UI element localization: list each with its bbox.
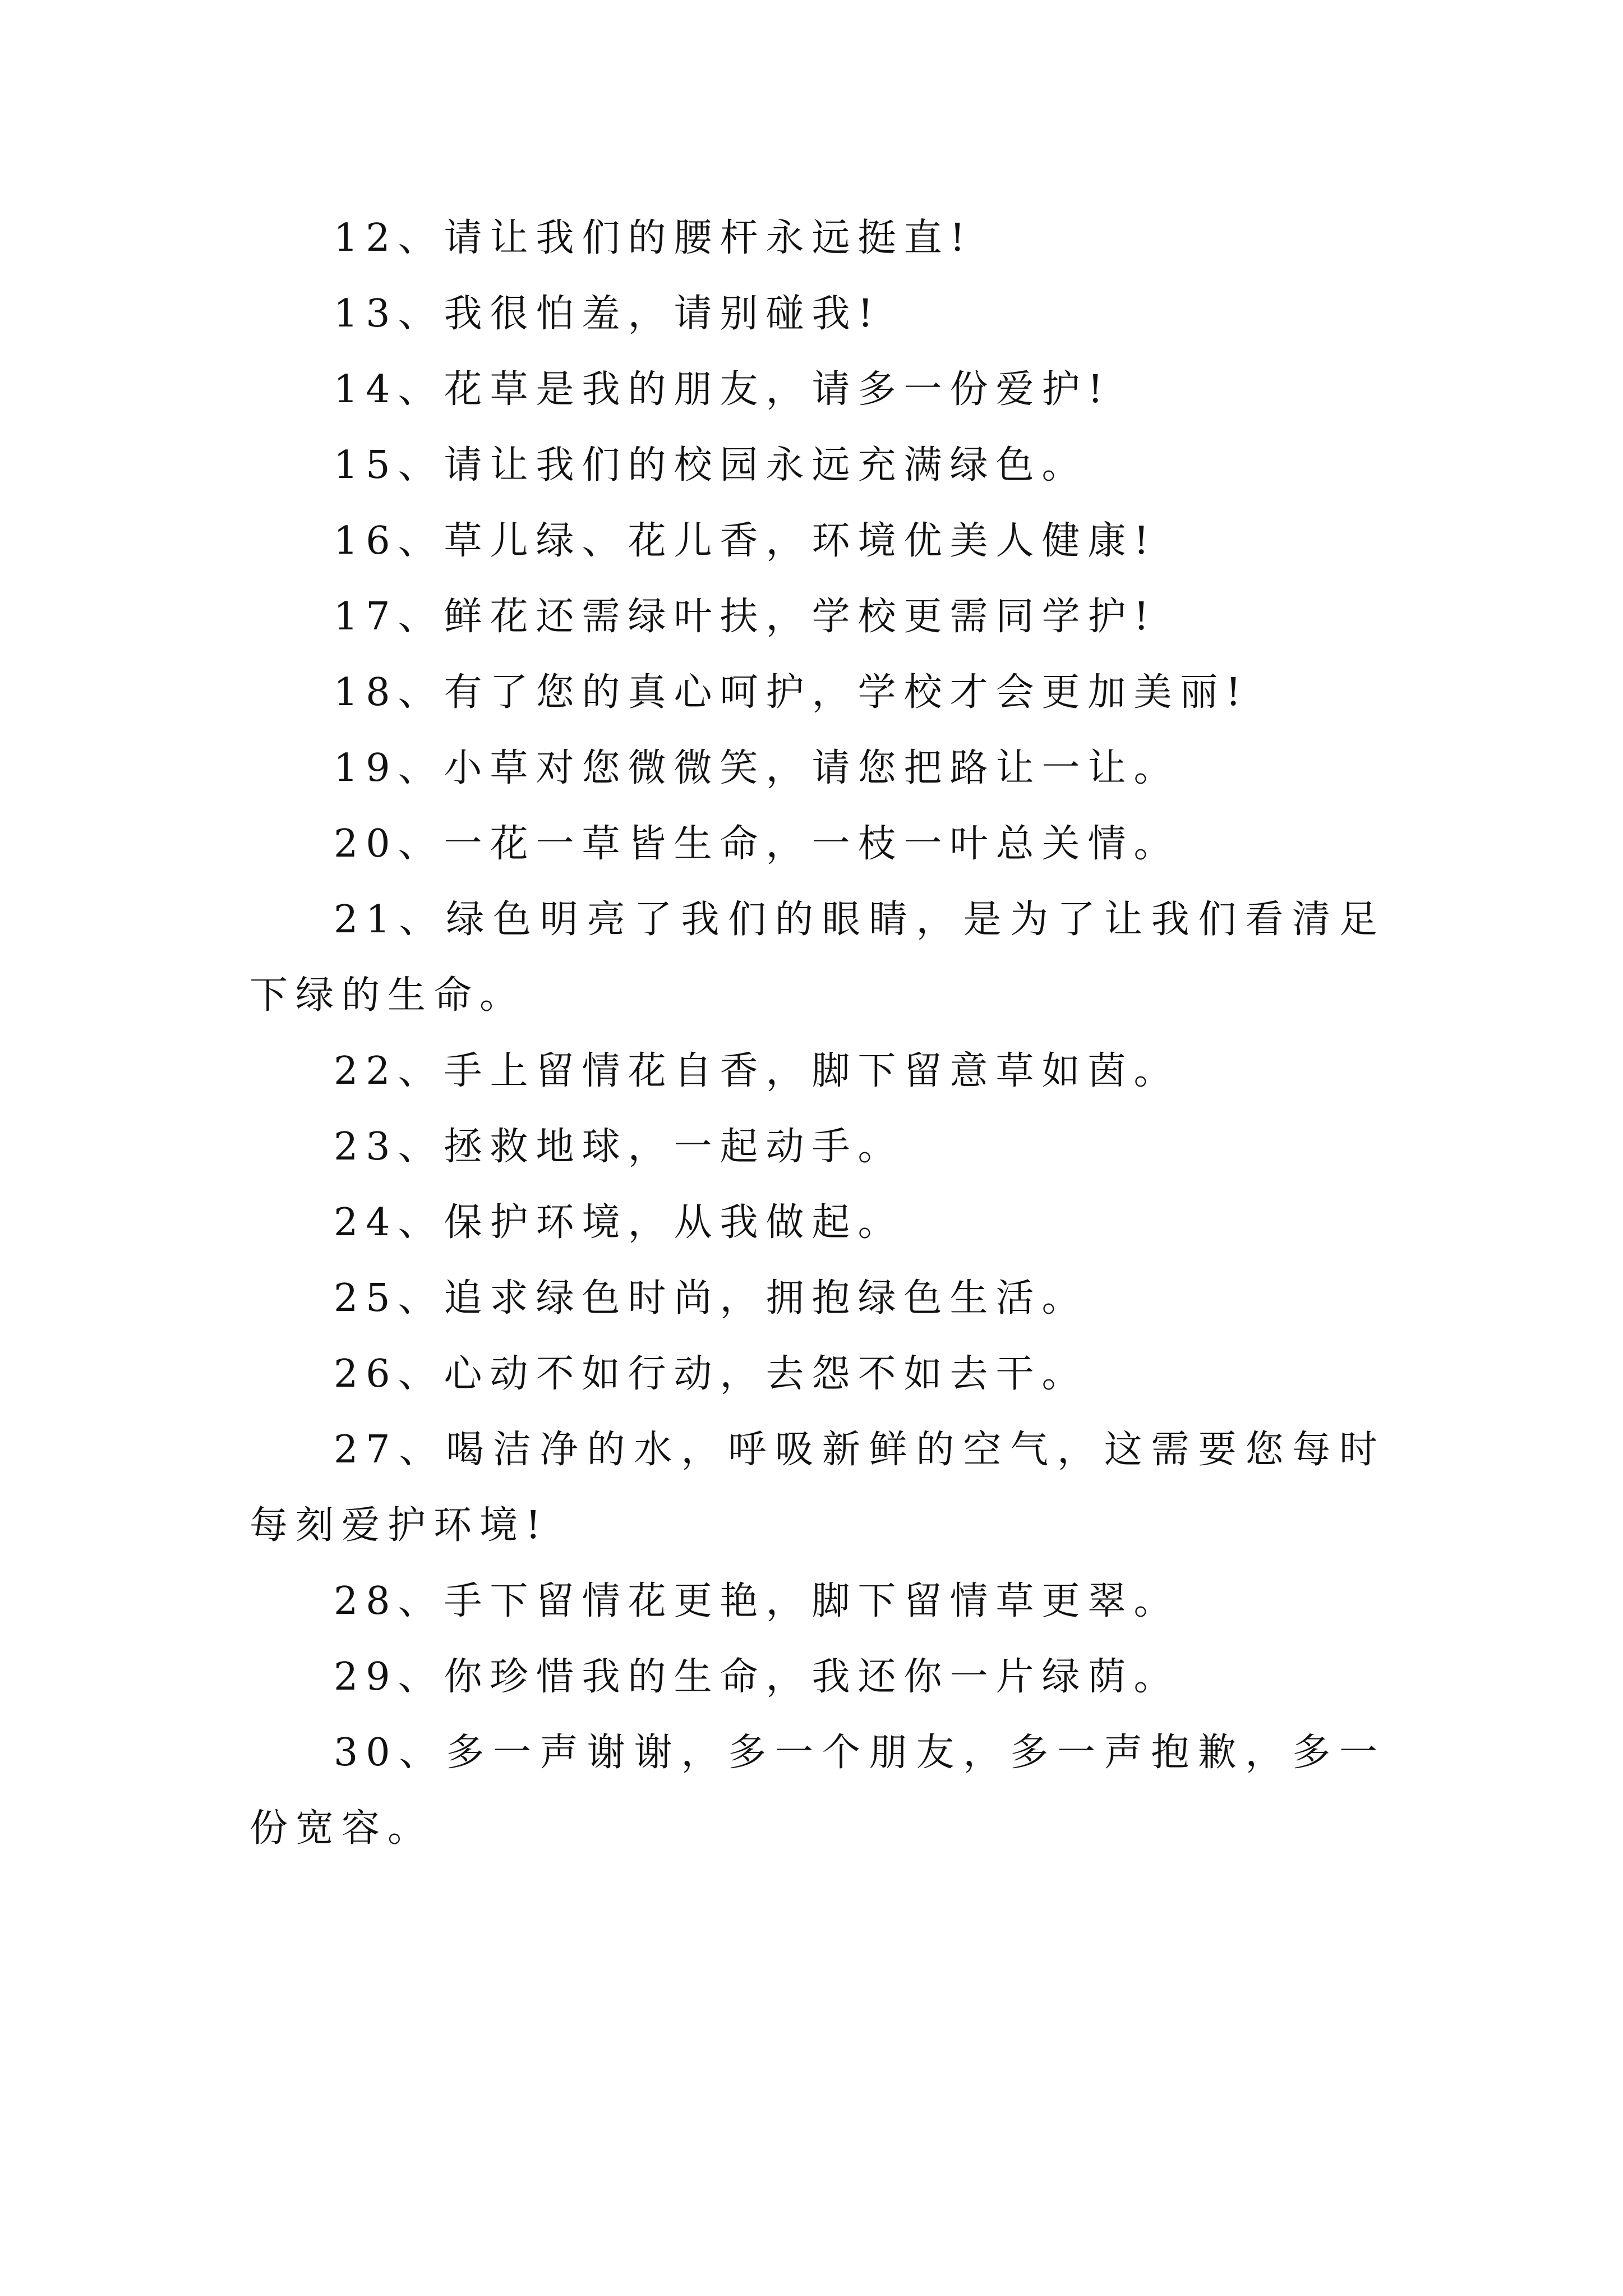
paragraph-24: 24、保护环境，从我做起。 xyxy=(334,1200,904,1245)
paragraph-27: 27、喝洁净的水，呼吸新鲜的空气，这需要您每时每刻爱护环境! xyxy=(250,1428,1385,1548)
paragraph-18: 18、有了您的真心呵护，学校才会更加美丽! xyxy=(334,670,1249,715)
paragraph-22: 22、手上留情花自香，脚下留意草如茵。 xyxy=(334,1049,1180,1093)
paragraph-14: 14、花草是我的朋友，请多一份爱护! xyxy=(334,367,1111,412)
paragraph-30: 30、多一声谢谢，多一个朋友，多一声抱歉，多一份宽容。 xyxy=(250,1731,1385,1851)
paragraph-26: 26、心动不如行动，去怨不如去干。 xyxy=(334,1352,1088,1396)
paragraph-12: 12、请让我们的腰杆永远挺直! xyxy=(334,216,973,260)
paragraph-20: 20、一花一草皆生命，一枝一叶总关情。 xyxy=(334,822,1180,866)
paragraph-13: 13、我很怕羞，请别碰我! xyxy=(334,292,881,336)
paragraph-17: 17、鲜花还需绿叶扶，学校更需同学护! xyxy=(334,595,1157,639)
paragraph-25: 25、追求绿色时尚，拥抱绿色生活。 xyxy=(334,1276,1088,1320)
paragraph-23: 23、拯救地球，一起动手。 xyxy=(334,1125,904,1169)
paragraph-16: 16、草儿绿、花儿香，环境优美人健康! xyxy=(334,519,1157,563)
paragraph-19: 19、小草对您微微笑，请您把路让一让。 xyxy=(334,746,1180,790)
paragraph-29: 29、你珍惜我的生命，我还你一片绿荫。 xyxy=(334,1655,1180,1699)
paragraph-15: 15、请让我们的校园永远充满绿色。 xyxy=(334,443,1088,487)
paragraph-21: 21、绿色明亮了我们的眼睛，是为了让我们看清足下绿的生命。 xyxy=(250,898,1385,1018)
document-body xyxy=(250,200,1385,1866)
paragraph-28: 28、手下留情花更艳，脚下留情草更翠。 xyxy=(334,1579,1180,1623)
